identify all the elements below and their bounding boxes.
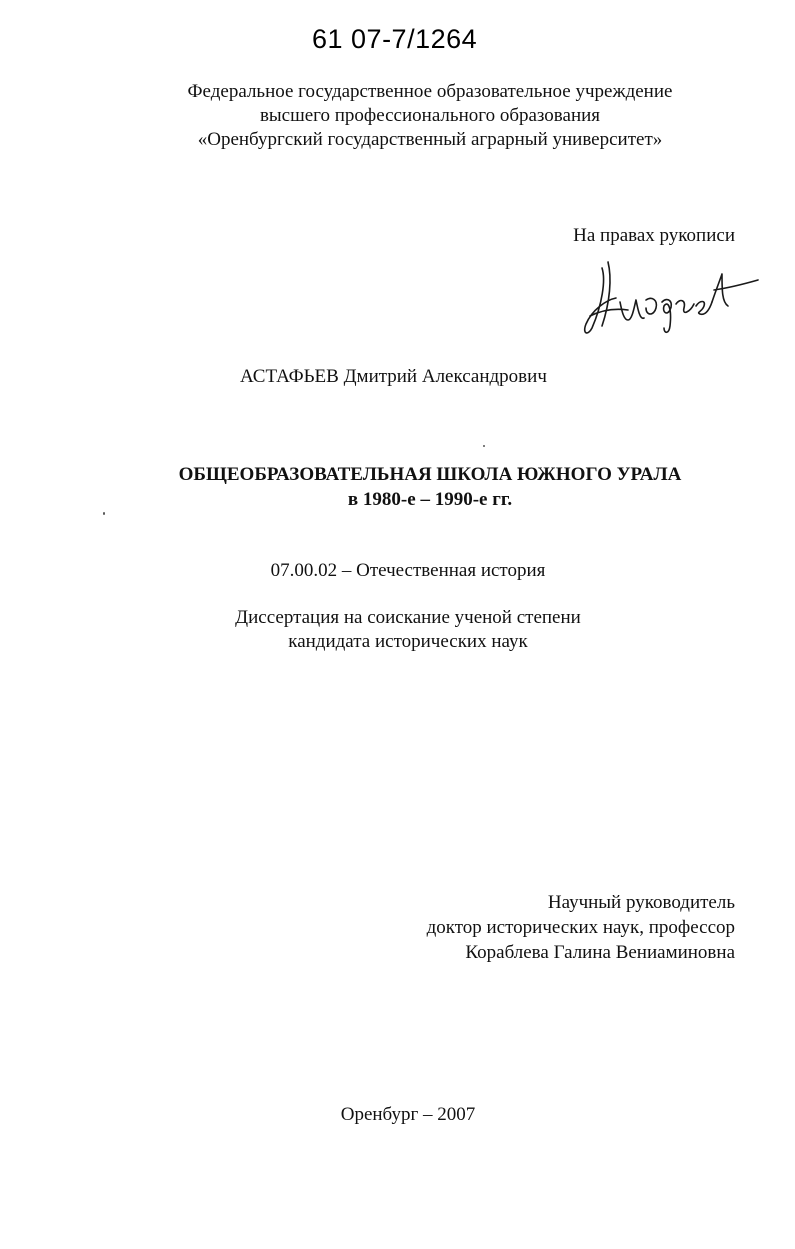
degree-statement — [100, 606, 716, 654]
catalog-number: 61 07-7/1264 — [312, 24, 478, 54]
supervisor-name: Кораблева Галина Вениаминовна — [465, 942, 735, 963]
supervisor-credentials: доктор исторических наук, профессор — [426, 917, 735, 938]
dissertation-title-line-1: ОБЩЕОБРАЗОВАТЕЛЬНАЯ ШКОЛА ЮЖНОГО УРАЛА — [178, 464, 682, 485]
institution-line-1: Федеральное государственное образовательное учреждение — [187, 81, 673, 102]
dissertation-title — [100, 462, 760, 512]
institution-line-2: высшего профессионального образования — [259, 105, 601, 126]
degree-line-1: Диссертация на соискание ученой степени — [235, 607, 581, 628]
scan-speck — [483, 445, 485, 447]
author-signature — [572, 250, 762, 340]
author-name: АСТАФЬЕВ Дмитрий Александрович — [240, 366, 547, 387]
degree-line-2: кандидата исторических наук — [288, 631, 528, 652]
scientific-supervisor — [427, 890, 735, 965]
institution-line-3: «Оренбургский государственный аграрный университет» — [197, 129, 663, 150]
manuscript-rights-note: На правах рукописи — [573, 225, 735, 246]
supervisor-role: Научный руководитель — [547, 892, 735, 913]
dissertation-title-line-2: в 1980-е – 1990-е гг. — [347, 489, 513, 510]
institution-header — [100, 80, 760, 152]
place-and-year: Оренбург – 2007 — [340, 1104, 476, 1125]
specialty-code: 07.00.02 – Отечественная история — [270, 560, 546, 581]
scan-speck — [103, 512, 105, 515]
